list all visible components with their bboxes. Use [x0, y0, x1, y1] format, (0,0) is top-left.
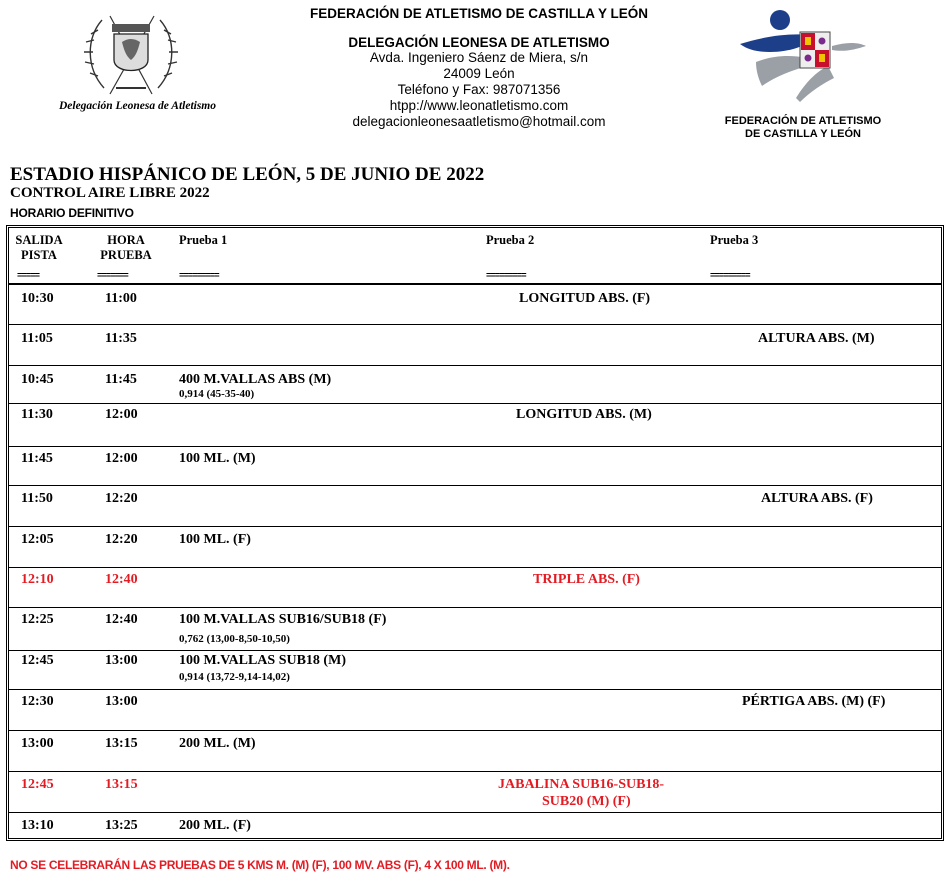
table-row [9, 772, 941, 813]
right-logo-caption [698, 115, 908, 141]
cancellation-note: NO SE CELEBRARÁN LAS PRUEBAS DE 5 KMS M. (M) (F), 100 MV. ABS (F), 4 X 100 ML. (M). [10, 858, 510, 872]
salida-time: 11:30 [21, 407, 53, 422]
phone: Teléfono y Fax: 987071356 [397, 82, 561, 97]
salida-time: 13:10 [21, 818, 54, 833]
prueba1-event: 200 ML. (M) [179, 736, 256, 751]
header-hora-line2: PRUEBA [100, 248, 152, 262]
salida-time: 10:45 [21, 372, 54, 387]
prueba1-detail: 0,762 (13,00-8,50-10,50) [179, 633, 290, 645]
header-salida-rule: ===== [17, 271, 40, 281]
table-row [9, 366, 941, 404]
hora-time: 11:00 [105, 291, 137, 306]
header-hora [95, 233, 157, 263]
table-row [9, 813, 941, 839]
prueba1-detail: 0,914 (13,72-9,14-14,02) [179, 671, 290, 683]
prueba3-event: ALTURA ABS. (M) [758, 331, 875, 346]
table-row [9, 285, 941, 325]
salida-time: 10:30 [21, 291, 54, 306]
table-row [9, 404, 941, 447]
prueba3-event: PÉRTIGA ABS. (M) (F) [742, 694, 886, 709]
email: delegacionleonesaatletismo@hotmail.com [352, 114, 606, 129]
schedule-table [6, 225, 944, 841]
table-row [9, 568, 941, 608]
table-row [9, 651, 941, 690]
right-caption-line2: DE CASTILLA Y LEÓN [745, 128, 861, 140]
address: Avda. Ingeniero Sáenz de Miera, s/n [369, 50, 589, 65]
prueba1-event: 100 M.VALLAS SUB16/SUB18 (F) [179, 612, 387, 627]
hora-time: 13:25 [105, 818, 138, 833]
hora-time: 11:35 [105, 331, 137, 346]
hora-time: 12:20 [105, 491, 138, 506]
salida-time: 12:25 [21, 612, 54, 627]
salida-time: 12:45 [21, 777, 54, 792]
hora-time: 11:45 [105, 372, 137, 387]
header-hora-rule: ======= [97, 271, 128, 281]
hora-time: 13:15 [105, 777, 138, 792]
salida-time: 11:50 [21, 491, 53, 506]
salida-time: 12:05 [21, 532, 54, 547]
event-title: ESTADIO HISPÁNICO DE LEÓN, 5 DE JUNIO DE 2022 [10, 164, 485, 185]
hora-time: 12:00 [105, 407, 138, 422]
hora-time: 13:00 [105, 653, 138, 668]
salida-time: 11:45 [21, 451, 53, 466]
table-row [9, 608, 941, 651]
event-subtitle: CONTROL AIRE LIBRE 2022 [10, 185, 210, 201]
header-salida-line1: SALIDA [15, 233, 63, 247]
federation-runner-logo [736, 6, 868, 104]
header-salida [13, 233, 65, 263]
header-prueba1-rule: ========= [179, 271, 219, 281]
schedule-label: HORARIO DEFINITIVO [10, 206, 134, 220]
salida-time: 13:00 [21, 736, 54, 751]
prueba2-event: JABALINA SUB16-SUB18- [498, 777, 665, 792]
prueba3-event: ALTURA ABS. (F) [761, 491, 873, 506]
left-logo-caption: Delegación Leonesa de Atletismo [58, 100, 217, 112]
header-prueba1: Prueba 1 [179, 233, 228, 247]
prueba1-detail: 0,914 (45-35-40) [179, 388, 255, 400]
table-row [9, 731, 941, 772]
right-caption-line1: FEDERACIÓN DE ATLETISMO [724, 115, 882, 127]
salida-time: 12:30 [21, 694, 54, 709]
header-prueba2: Prueba 2 [486, 233, 535, 247]
header-salida-line2: PISTA [21, 248, 57, 262]
prueba2-event: LONGITUD ABS. (F) [519, 291, 651, 306]
header-contact-block [262, 6, 696, 130]
prueba1-event: 100 M.VALLAS SUB18 (M) [179, 653, 346, 668]
prueba1-event: 100 ML. (F) [179, 532, 251, 547]
prueba1-event: 100 ML. (M) [179, 451, 256, 466]
header-prueba3-rule: ========= [710, 271, 750, 281]
header-prueba2-rule: ========= [486, 271, 526, 281]
table-row [9, 447, 941, 486]
hora-time: 13:00 [105, 694, 138, 709]
prueba2-event-line2: SUB20 (M) (F) [542, 794, 631, 809]
hora-time: 12:00 [105, 451, 138, 466]
delegation-name: DELEGACIÓN LEONESA DE ATLETISMO [348, 35, 610, 50]
salida-time: 11:05 [21, 331, 53, 346]
website: htpp://www.leonatletismo.com [389, 98, 569, 113]
hora-time: 12:20 [105, 532, 138, 547]
salida-time: 12:45 [21, 653, 54, 668]
header-hora-line1: HORA [107, 233, 145, 247]
delegation-emblem-logo [76, 6, 186, 98]
table-row [9, 690, 941, 731]
prueba1-event: 400 M.VALLAS ABS (M) [179, 372, 332, 387]
table-header [9, 231, 941, 285]
prueba2-event: LONGITUD ABS. (M) [516, 407, 652, 422]
header-prueba3: Prueba 3 [710, 233, 759, 247]
hora-time: 12:40 [105, 572, 138, 587]
federation-name: FEDERACIÓN DE ATLETISMO DE CASTILLA Y LEÓN [309, 6, 648, 21]
hora-time: 12:40 [105, 612, 138, 627]
prueba2-event: TRIPLE ABS. (F) [533, 572, 640, 587]
prueba1-event: 200 ML. (F) [179, 818, 251, 833]
salida-time: 12:10 [21, 572, 54, 587]
table-row [9, 325, 941, 366]
postal-code: 24009 León [443, 66, 515, 81]
table-row [9, 527, 941, 568]
hora-time: 13:15 [105, 736, 138, 751]
table-row [9, 486, 941, 527]
